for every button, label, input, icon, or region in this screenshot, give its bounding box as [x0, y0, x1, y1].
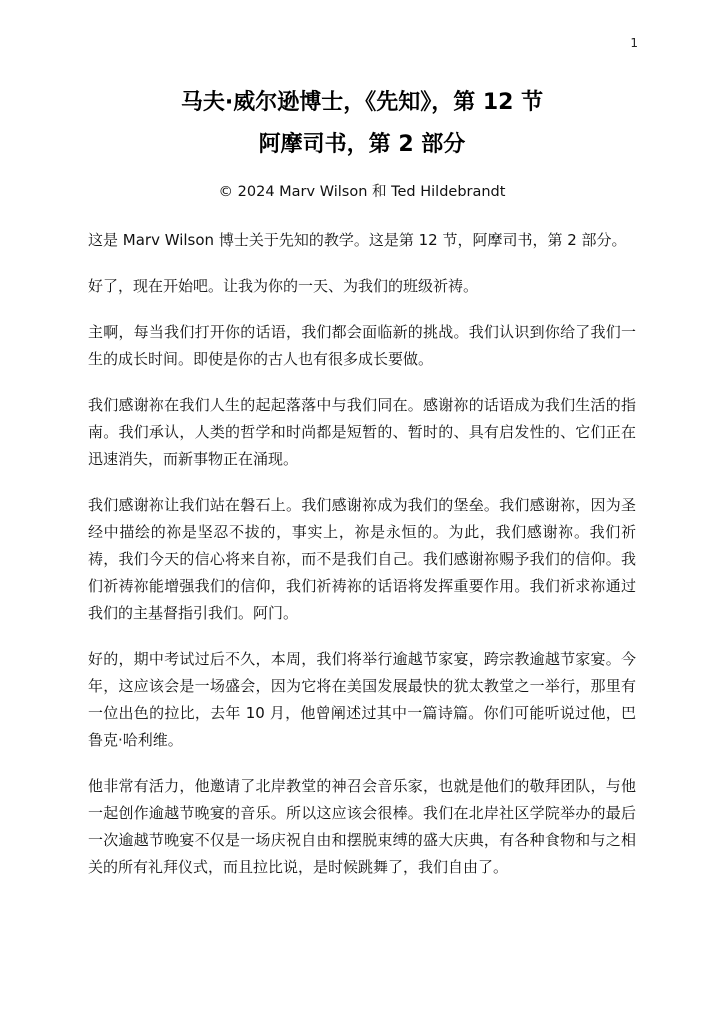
paragraph-3: 主啊，每当我们打开你的话语，我们都会面临新的挑战。我们认识到你给了我们一生的成长时间。即使是你的古人也有很多成长要做。 — [88, 322, 636, 368]
document-body — [88, 227, 636, 881]
paragraph-1: 这是 Marv Wilson 博士关于先知的教学。这是第 12 节，阿摩司书，第 2 部分。 — [88, 230, 627, 249]
copyright-line: © 2024 Marv Wilson 和 Ted Hildebrandt — [218, 183, 506, 200]
paragraph-7: 他非常有活力，他邀请了北岸教堂的神召会音乐家，也就是他们的敬拜团队，与他一起创作逾越节晚宴的音乐。所以这应该会很棒。我们在北岸社区学院举办的最后一次逾越节晚宴不仅是一场庆祝自由和摆脱束缚的盛大庆典，有各种食物和与之相关的所有礼拜仪式，而且拉比说，是时候跳舞了，我们自由了。 — [88, 776, 636, 876]
paragraph-6: 好的，期中考试过后不久，本周，我们将举行逾越节家宴，跨宗教逾越节家宴。今年，这应该会是一场盛会，因为它将在美国发展最快的犹太教堂之一举行，那里有一位出色的拉比，去年 10 月，他曾阐述过其中一篇诗篇。你们可能听说过他，巴鲁克·哈利维。 — [88, 649, 636, 749]
page-number: 1 — [630, 36, 638, 50]
paragraph-2: 好了，现在开始吧。让我为你的一天、为我们的班级祈祷。 — [88, 276, 479, 295]
paragraph-5: 我们感谢祢让我们站在磐石上。我们感谢祢成为我们的堡垒。我们感谢祢，因为圣经中描绘的祢是坚忍不拔的，事实上，祢是永恒的。为此，我们感谢祢。我们祈祷，我们今天的信心将来自祢，而不是我们自己。我们感谢祢赐予我们的信仰。我们祈祷祢能增强我们的信仰，我们祈祷祢的话语将发挥重要作用。我们祈求祢通过我们的主基督指引我们。阿门。 — [88, 495, 636, 622]
paragraph-4: 我们感谢祢在我们人生的起起落落中与我们同在。感谢祢的话语成为我们生活的指南。我们承认，人类的哲学和时尚都是短暂的、暂时的、具有启发性的、它们正在迅速消失，而新事物正在涌现。 — [88, 395, 636, 468]
document-title-line2: 阿摩司书，第 2 部分 — [258, 132, 466, 157]
document-title-line1: 马夫·威尔逊博士，《先知》，第 12 节 — [180, 90, 544, 115]
document-title — [88, 82, 636, 166]
